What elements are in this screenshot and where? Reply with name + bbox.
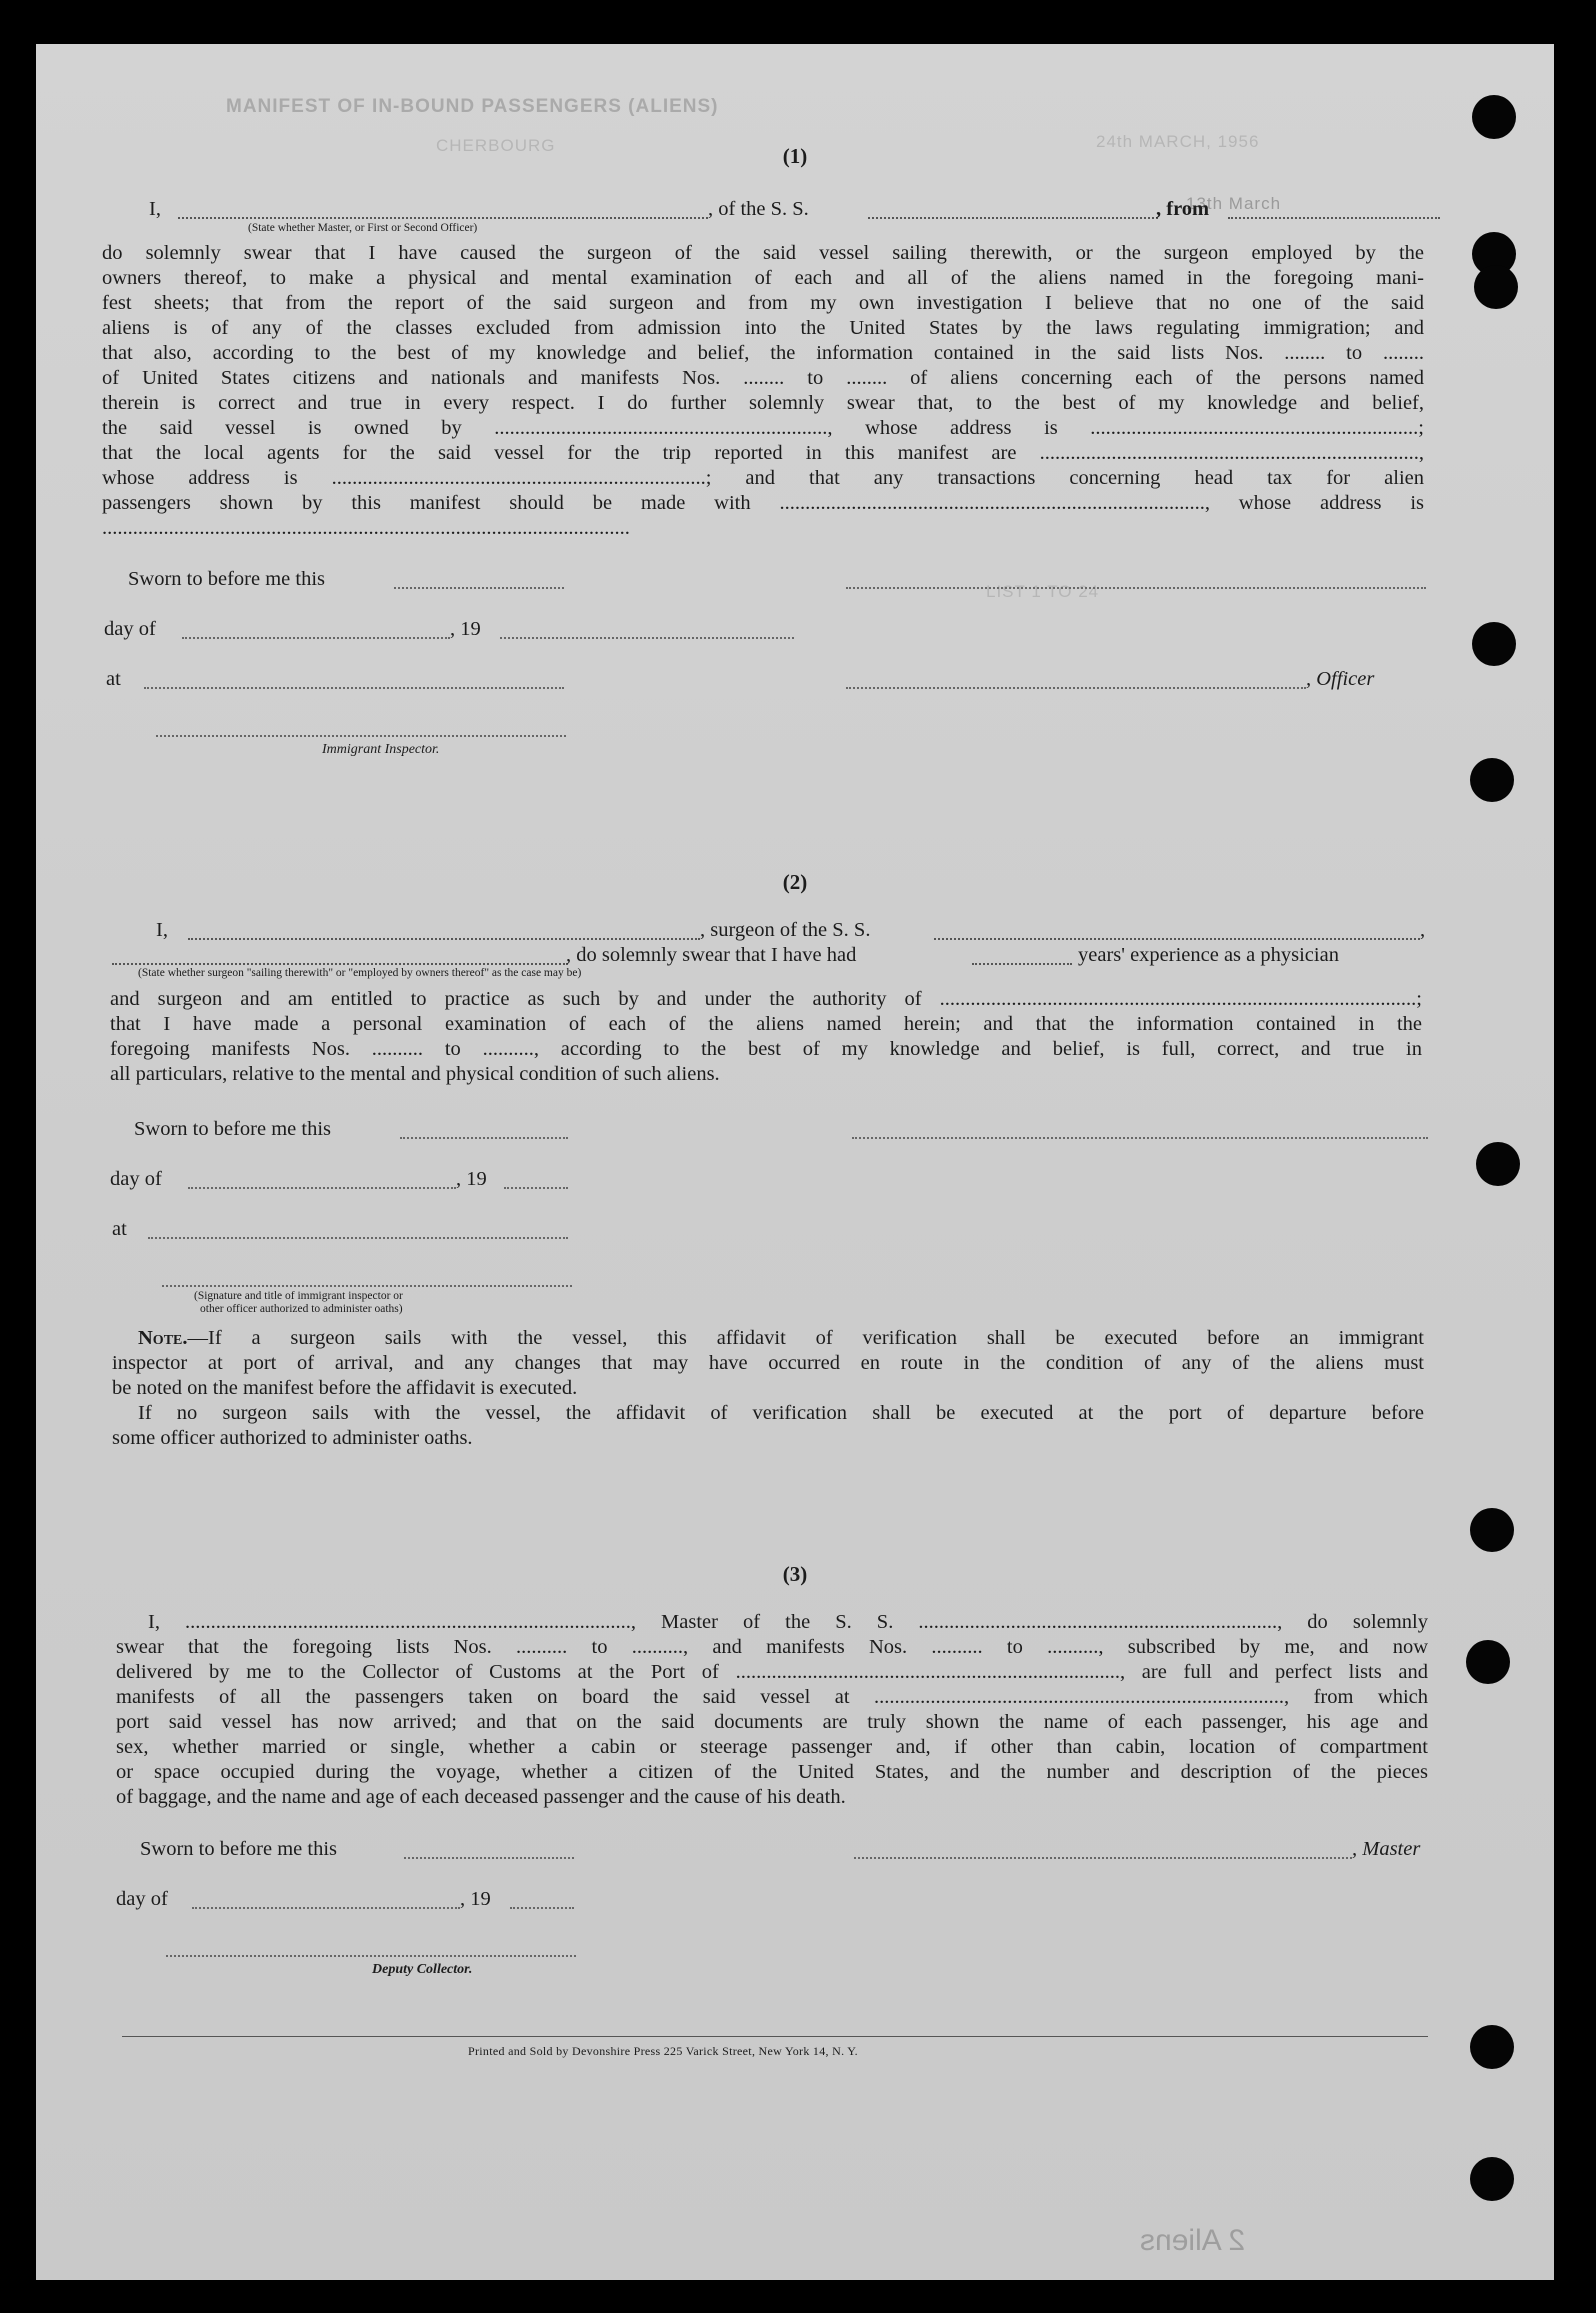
- sec1-line: that also, according to the best of my knowledge and belief, the information contained in the said lists Nos. ........ to ........: [102, 342, 1424, 364]
- binder-hole: [1474, 265, 1518, 309]
- binder-hole: [1472, 95, 1516, 139]
- sec1-officer-line[interactable]: [846, 686, 1306, 689]
- binder-hole: [1470, 1508, 1514, 1552]
- sec3-year-label: , 19: [460, 1888, 491, 1910]
- sec1-day-of-label: day of: [104, 618, 156, 640]
- sec1-line: aliens is of any of the classes excluded from admission into the United States by the laws regulating immigration; and: [102, 317, 1424, 339]
- bleed-header-right: 24th MARCH, 1956: [1096, 132, 1260, 151]
- sec3-collector-label: Deputy Collector.: [372, 1962, 473, 1977]
- sec1-sworn-label: Sworn to before me this: [128, 568, 325, 590]
- sec2-surgeon-signature-line[interactable]: [852, 1136, 1428, 1139]
- sec1-year-label: , 19: [450, 618, 481, 640]
- binder-hole: [1470, 2025, 1514, 2069]
- sec2-note-line: inspector at port of arrival, and any changes that may have occurred en route in the condition of any of the aliens must: [112, 1352, 1424, 1374]
- binder-hole: [1470, 2157, 1514, 2201]
- sec3-master-label: , Master: [1352, 1838, 1421, 1860]
- sec1-from-field[interactable]: [1228, 216, 1440, 219]
- sec2-line: and surgeon and am entitled to practice as such by and under the authority of .............................................................................................;: [110, 988, 1422, 1010]
- printer-footer: Printed and Sold by Devonshire Press 225 Varick Street, New York 14, N. Y.: [468, 2044, 858, 2058]
- sec2-note2-line: If no surgeon sails with the vessel, the affidavit of verification shall be executed at the port of departure before: [138, 1402, 1424, 1424]
- sec2-oath-paragraph: [110, 987, 1422, 1087]
- sec3-year-field[interactable]: [510, 1906, 574, 1909]
- sec3-line: port said vessel has now arrived; and that on the said documents are truly shown the name of each passenger, his age and: [116, 1711, 1428, 1733]
- binder-hole: [1470, 758, 1514, 802]
- sec2-comma: ,: [1420, 919, 1426, 941]
- manifest-page: [36, 44, 1554, 2280]
- sec2-surgeon-note: (State whether surgeon "sailing therewith" or "employed by owners thereof" as the case may be): [138, 967, 582, 979]
- sec1-line: owners thereof, to make a physical and mental examination of each and all of the aliens named in the foregoing mani-: [102, 267, 1424, 289]
- sec3-collector-signature-line[interactable]: [166, 1954, 576, 1957]
- sec2-sworn-label: Sworn to before me this: [134, 1118, 331, 1140]
- sec1-line: whose address is .........................................................................; and that any transactions concerning head tax for alien: [102, 467, 1424, 489]
- sec3-master-signature-line[interactable]: [854, 1856, 1352, 1859]
- sec2-at-label: at: [112, 1218, 127, 1240]
- sec1-vessel-label: , of the S. S.: [708, 198, 809, 220]
- sec2-note-line-first: [112, 1326, 1424, 1351]
- sec1-at-label: at: [106, 668, 121, 690]
- sec1-line: the said vessel is owned by ................................................................., whose address is ................................................................;: [102, 417, 1424, 439]
- sec2-name-field[interactable]: [188, 937, 700, 940]
- sec2-swear-label: , do solemnly swear that I have had: [566, 944, 857, 966]
- binder-hole: [1476, 1142, 1520, 1186]
- sec1-day-field[interactable]: [182, 636, 450, 639]
- sec3-line: sex, whether married or single, whether a cabin or steerage passenger and, if other than cabin, location of compartment: [116, 1736, 1428, 1758]
- sec1-line: do solemnly swear that I have caused the surgeon of the said vessel sailing therewith, or the surgeon employed by the: [102, 242, 1424, 264]
- sec1-at-field[interactable]: [144, 686, 564, 689]
- sec1-officer-signature-line[interactable]: [846, 586, 1426, 589]
- sec1-line: therein is correct and true in every respect. I do further solemnly swear that, to the best of my knowledge and belief,: [102, 392, 1424, 414]
- sec3-line: delivered by me to the Collector of Customs at the Port of ..........................................................................., are full and perfect lists and: [116, 1661, 1428, 1683]
- sec2-line: all particulars, relative to the mental and physical condition of such aliens.: [110, 1063, 720, 1085]
- sec1-line: of United States citizens and nationals and manifests Nos. ........ to ........ of aliens concerning each of the persons named: [102, 367, 1424, 389]
- sec3-day-field[interactable]: [192, 1906, 460, 1909]
- sec1-line: that the local agents for the said vessel for the trip reported in this manifest are ..........................................................................,: [102, 442, 1424, 464]
- binder-hole: [1472, 622, 1516, 666]
- sec1-line: .......................................................................................................: [102, 517, 630, 539]
- sec1-year-field[interactable]: [500, 636, 794, 639]
- sec2-at-field[interactable]: [148, 1236, 568, 1239]
- sec2-sig-note-1: (Signature and title of immigrant inspector or: [194, 1290, 403, 1302]
- footer-rule: [122, 2036, 1428, 2037]
- sec2-note-paragraph: [112, 1326, 1424, 1451]
- sec1-name-field[interactable]: [178, 216, 708, 219]
- note-label: Note.: [138, 1327, 188, 1349]
- bleed-sub-mid: 13th March: [1186, 194, 1282, 213]
- sec1-line: passengers shown by this manifest should be made with ..................................................................................., whose address is: [102, 492, 1424, 514]
- section-3-number: (3): [782, 1562, 808, 1586]
- sec3-line: swear that the foregoing lists Nos. .......... to .........., and manifests Nos. .......... to .........., subscribed by me, and now: [116, 1636, 1428, 1658]
- sec2-physician-label: years' experience as a physician: [1078, 944, 1339, 966]
- sec2-year-label: , 19: [456, 1168, 487, 1190]
- sec1-sworn-date-field[interactable]: [394, 586, 564, 589]
- sec3-oath-paragraph: [116, 1610, 1428, 1810]
- sec3-line: manifests of all the passengers taken on board the said vessel at ................................................................................, from which: [116, 1686, 1428, 1708]
- sec2-surgeon-type-field[interactable]: [112, 962, 568, 965]
- sec2-signature-line[interactable]: [162, 1284, 572, 1287]
- sec3-line: of baggage, and the name and age of each deceased passenger and the cause of his death.: [116, 1786, 846, 1808]
- sec2-years-field[interactable]: [972, 962, 1072, 965]
- sec1-inspector-signature-line[interactable]: [156, 734, 566, 737]
- sec1-line: fest sheets; that from the report of the said surgeon and from my own investigation I believe that no one of the said: [102, 292, 1424, 314]
- sec2-year-field[interactable]: [504, 1186, 568, 1189]
- binder-hole: [1466, 1640, 1510, 1684]
- bleed-back-mirror: 2 Aliens: [1140, 2224, 1246, 2257]
- sec2-vessel-field[interactable]: [934, 937, 1420, 940]
- section-2-number: (2): [782, 870, 808, 894]
- sec1-officer-note: (State whether Master, or First or Second Officer): [248, 222, 478, 234]
- sec3-sworn-label: Sworn to before me this: [140, 1838, 337, 1860]
- section-1-number: (1): [782, 144, 808, 168]
- sec2-note-line: —If a surgeon sails with the vessel, this affidavit of verification shall be executed before an immigrant: [187, 1327, 1424, 1349]
- sec2-sworn-date-field[interactable]: [400, 1136, 568, 1139]
- sec2-note-line: be noted on the manifest before the affidavit is executed.: [112, 1377, 578, 1399]
- sec2-vessel-label: , surgeon of the S. S.: [700, 919, 871, 941]
- sec3-line: I, ......................................................................................., Master of the S. S. ......................................................................, do solemnly: [148, 1611, 1428, 1633]
- sec1-vessel-field[interactable]: [868, 216, 1158, 219]
- sec2-i-label: I,: [156, 919, 168, 941]
- sec1-oath-paragraph: [102, 241, 1424, 541]
- sec2-day-of-label: day of: [110, 1168, 162, 1190]
- bleed-sub-left: CHERBOURG: [436, 136, 556, 155]
- sec3-day-of-label: day of: [116, 1888, 168, 1910]
- sec3-line: or space occupied during the voyage, whether a citizen of the United States, and the number and description of the pieces: [116, 1761, 1428, 1783]
- sec1-from-label: , from: [1156, 198, 1210, 220]
- sec2-note2-line: some officer authorized to administer oaths.: [112, 1427, 473, 1449]
- sec1-inspector-label: Immigrant Inspector.: [322, 742, 440, 757]
- sec2-sig-note-2: other officer authorized to administer oaths): [200, 1303, 403, 1315]
- sec2-line: that I have made a personal examination of each of the aliens named herein; and that the information contained in the: [110, 1013, 1422, 1035]
- sec1-officer-label: , Officer: [1306, 668, 1375, 690]
- sec3-sworn-date-field[interactable]: [404, 1856, 574, 1859]
- sec2-line: foregoing manifests Nos. .......... to .........., according to the best of my knowledge and belief, is full, correct, and true in: [110, 1038, 1422, 1060]
- bleed-header-left: MANIFEST OF IN-BOUND PASSENGERS (ALIENS): [226, 96, 719, 117]
- sec1-i-label: I,: [149, 198, 161, 220]
- sec2-day-field[interactable]: [188, 1186, 456, 1189]
- bleed-stamp: LIST 1 TO 24: [986, 582, 1100, 601]
